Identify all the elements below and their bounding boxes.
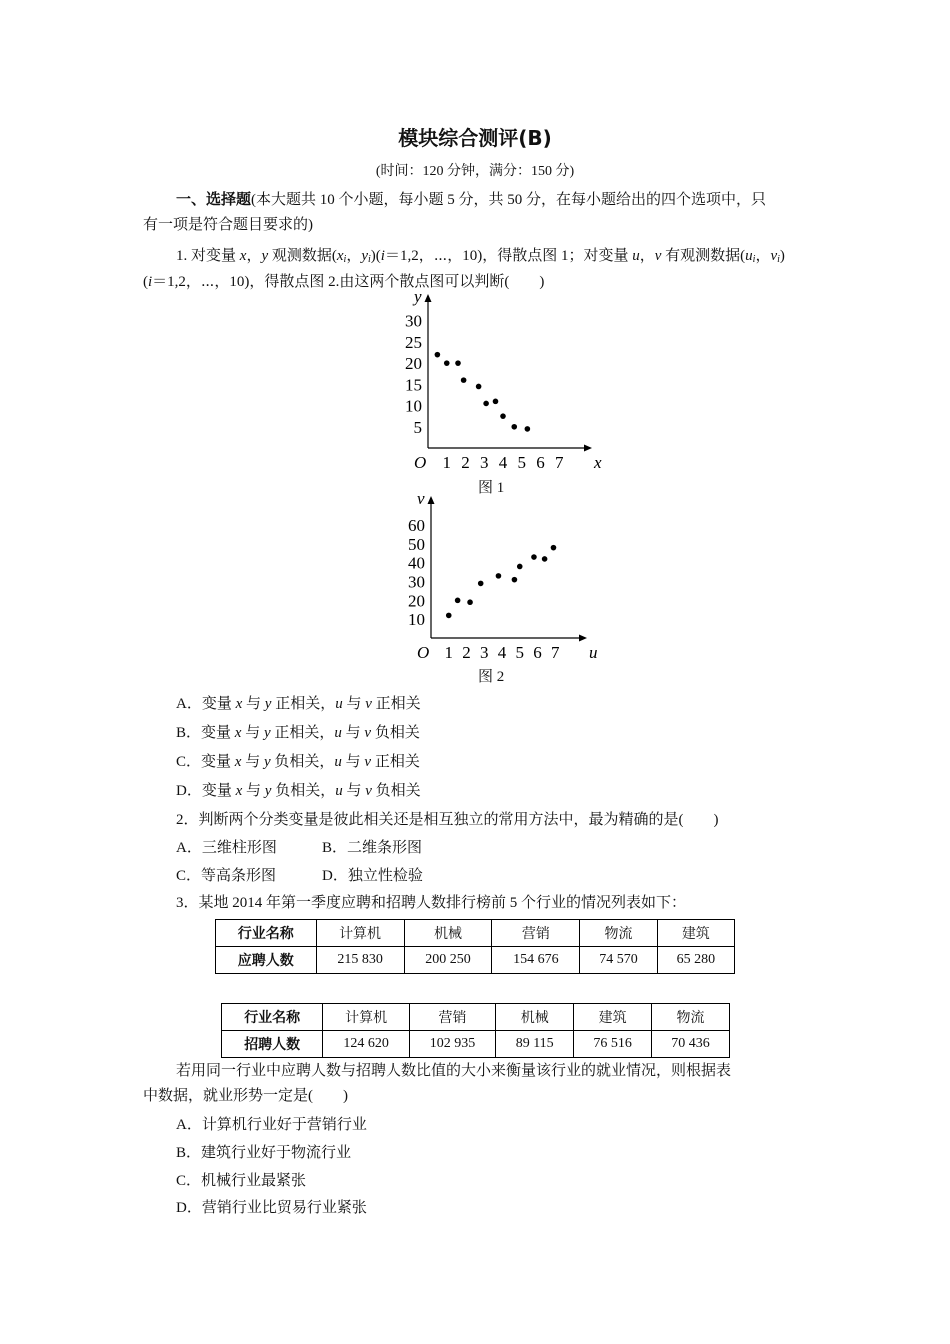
data-point xyxy=(435,352,441,358)
y-tick-label: 20 xyxy=(405,354,422,374)
opt-text: 负相关 xyxy=(371,783,421,799)
x-axis-arrow xyxy=(584,445,592,452)
opt-text: 与 xyxy=(341,725,365,741)
fig1-plot xyxy=(405,287,602,472)
section1-desc1: (本大题共 10 个小题，每小题 5 分，共 50 分，在每小题给出的四个选项中，只 xyxy=(251,192,767,208)
opt-var: y xyxy=(263,754,271,770)
q1-var: x xyxy=(239,248,247,264)
table-cell: 行业名称 xyxy=(216,920,317,947)
data-point xyxy=(512,577,518,583)
y-axis-label: y xyxy=(414,287,422,306)
y-tick-label: 20 xyxy=(408,591,425,611)
table-cell: 154 676 xyxy=(492,947,580,974)
y-tick-label: 15 xyxy=(405,375,422,395)
data-point xyxy=(476,384,482,390)
q1-text: ， xyxy=(246,248,262,264)
q1-var: y xyxy=(261,248,269,264)
q1-text: ， xyxy=(755,248,771,264)
data-point xyxy=(493,399,499,405)
opt-text: C．变量 xyxy=(176,754,235,770)
recruits-table xyxy=(221,1003,730,1058)
y-tick-label: 25 xyxy=(405,332,422,352)
table-cell: 应聘人数 xyxy=(216,947,317,974)
x-tick-label: 4 xyxy=(498,453,508,472)
x-tick-label: 5 xyxy=(515,643,524,662)
data-point xyxy=(455,598,461,604)
table-row xyxy=(216,947,735,974)
q1-text: ＝1,2，⋯，10)，得散点图 1；对变量 xyxy=(384,248,633,264)
opt-var: v xyxy=(365,783,372,799)
table-cell: 建筑 xyxy=(657,920,734,947)
y-axis-arrow xyxy=(428,496,435,504)
table-cell: 65 280 xyxy=(657,947,734,974)
table-cell: 计算机 xyxy=(316,920,404,947)
y-tick-label: 60 xyxy=(408,516,425,536)
data-point xyxy=(511,424,517,430)
opt-var: u xyxy=(335,696,343,712)
q1-var: x xyxy=(336,248,344,264)
table-cell: 102 935 xyxy=(409,1031,495,1058)
opt-var: y xyxy=(263,725,271,741)
y-axis-arrow xyxy=(425,294,432,302)
fig1-caption: 图 1 xyxy=(478,480,505,496)
opt-var: x xyxy=(234,725,242,741)
table-row xyxy=(216,920,735,947)
y-tick-label: 50 xyxy=(408,534,425,554)
q1-var: v xyxy=(654,248,662,264)
y-tick-label: 40 xyxy=(408,553,425,573)
opt-var: v xyxy=(364,725,372,741)
data-point xyxy=(500,413,506,419)
table-cell: 215 830 xyxy=(316,947,404,974)
section1-line1 xyxy=(176,186,766,213)
data-point xyxy=(461,377,467,383)
section1-desc2: 有一项是符合题目要求的) xyxy=(143,217,313,233)
x-tick-label: 4 xyxy=(497,643,507,662)
origin-label: O xyxy=(414,453,427,472)
opt-text: B．变量 xyxy=(176,725,235,741)
opt-text: 与 xyxy=(342,696,366,712)
data-point xyxy=(455,360,461,366)
q3-text-line2: 中数据，就业形势一定是( ) xyxy=(143,1088,348,1104)
q1-sub: i xyxy=(752,254,756,265)
opt-var: x xyxy=(235,783,243,799)
opt-var: y xyxy=(264,783,272,799)
x-tick-label: 6 xyxy=(533,643,542,662)
x-tick-label: 2 xyxy=(461,453,470,472)
table-cell: 机械 xyxy=(496,1004,574,1031)
table-row xyxy=(222,1004,730,1031)
q1-text: )( xyxy=(370,248,381,264)
q2-option-c[interactable]: C．等高条形图 xyxy=(176,868,277,884)
table-cell: 76 516 xyxy=(574,1031,652,1058)
q3-stem: 3．某地 2014 年第一季度应聘和招聘人数排行榜前 5 个行业的情况列表如下： xyxy=(176,895,687,911)
q1-text: 有观测数据( xyxy=(661,248,746,264)
q2-stem: 2．判断两个分类变量是彼此相关还是相互独立的常用方法中，最为精确的是( ) xyxy=(176,812,719,828)
y-axis-label: v xyxy=(417,489,425,508)
table-cell: 行业名称 xyxy=(222,1004,323,1031)
q3-option-a[interactable]: A．计算机行业好于营销行业 xyxy=(176,1117,367,1133)
data-point xyxy=(444,360,450,366)
opt-text: 正相关， xyxy=(271,696,336,712)
table-cell: 89 115 xyxy=(496,1031,574,1058)
table-cell: 招聘人数 xyxy=(222,1031,323,1058)
data-point xyxy=(517,564,523,570)
q1-sub: i xyxy=(368,254,371,265)
table-cell: 124 620 xyxy=(323,1031,409,1058)
data-point xyxy=(446,613,452,619)
data-point xyxy=(551,545,557,551)
q1-var: i xyxy=(380,248,385,264)
opt-text: D．变量 xyxy=(176,783,236,799)
fig2-plot xyxy=(408,489,598,662)
q1-text: 观测数据( xyxy=(268,248,337,264)
opt-text: A．变量 xyxy=(176,696,236,712)
y-tick-label: 5 xyxy=(413,417,422,437)
opt-var: x xyxy=(234,754,242,770)
x-tick-label: 5 xyxy=(517,453,526,472)
q1-sub: i xyxy=(777,254,780,265)
opt-var: x xyxy=(235,696,243,712)
x-tick-label: 1 xyxy=(442,453,451,472)
table-cell: 200 250 xyxy=(404,947,492,974)
q3-option-b[interactable]: B．建筑行业好于物流行业 xyxy=(176,1145,352,1161)
table-cell: 营销 xyxy=(409,1004,495,1031)
q1-var: v xyxy=(770,248,778,264)
opt-text: 与 xyxy=(241,754,264,770)
table-cell: 74 570 xyxy=(580,947,657,974)
q1-text: ( xyxy=(143,274,148,290)
scatter-chart-1 xyxy=(395,287,602,474)
opt-var: u xyxy=(335,783,343,799)
x-tick-label: 3 xyxy=(480,643,489,662)
q1-line2 xyxy=(143,269,544,295)
y-tick-label: 30 xyxy=(405,311,422,331)
opt-text: 与 xyxy=(242,696,265,712)
x-tick-label: 6 xyxy=(536,453,545,472)
y-tick-label: 10 xyxy=(405,396,422,416)
opt-text: 与 xyxy=(342,783,366,799)
q1-text: ， xyxy=(639,248,655,264)
table-cell: 70 436 xyxy=(652,1031,730,1058)
applicants-table xyxy=(215,919,735,974)
q2-option-a[interactable]: A．三维柱形图 xyxy=(176,840,277,856)
opt-text: 与 xyxy=(341,754,365,770)
q3-option-c[interactable]: C．机械行业最紧张 xyxy=(176,1173,307,1189)
opt-var: u xyxy=(334,725,342,741)
opt-var: y xyxy=(264,696,272,712)
q1-option-b[interactable] xyxy=(176,720,420,746)
x-axis-arrow xyxy=(579,635,587,642)
opt-var: u xyxy=(334,754,342,770)
table-cell: 建筑 xyxy=(574,1004,652,1031)
x-tick-label: 3 xyxy=(480,453,489,472)
q1-text: ， xyxy=(346,248,362,264)
q1-var: u xyxy=(745,248,753,264)
opt-var: v xyxy=(364,754,372,770)
x-axis-label: x xyxy=(594,453,602,472)
q1-var: i xyxy=(148,274,153,290)
opt-text: 负相关， xyxy=(271,783,336,799)
q3-text-line1: 若用同一行业中应聘人数与招聘人数比值的大小来衡量该行业的就业情况，则根据表 xyxy=(176,1063,732,1079)
section1-heading: 一、选择题 xyxy=(176,190,252,208)
page-title: 模块综合测评(B) xyxy=(398,126,552,150)
x-axis-label: u xyxy=(589,643,598,662)
data-point xyxy=(525,426,531,432)
x-tick-label: 2 xyxy=(462,643,471,662)
q1-text: ) xyxy=(779,248,785,264)
q1-text: 1. 对变量 xyxy=(176,248,240,264)
opt-text: 负相关 xyxy=(371,725,420,741)
data-point xyxy=(478,581,484,587)
table-cell: 机械 xyxy=(404,920,492,947)
scatter-chart-2 xyxy=(395,489,598,664)
q1-option-d[interactable] xyxy=(176,778,421,804)
data-point xyxy=(483,401,489,407)
table-cell: 营销 xyxy=(492,920,580,947)
data-point xyxy=(467,599,473,605)
q1-text: ＝1,2，⋯，10)，得散点图 2.由这两个散点图可以判断( ) xyxy=(152,274,545,290)
table-cell: 计算机 xyxy=(323,1004,409,1031)
x-tick-label: 1 xyxy=(444,643,453,662)
origin-label: O xyxy=(417,643,430,662)
y-tick-label: 10 xyxy=(408,610,425,630)
x-tick-label: 7 xyxy=(555,453,564,472)
page-subtitle: (时间：120 分钟，满分：150 分) xyxy=(375,164,575,179)
opt-text: 与 xyxy=(241,725,264,741)
x-tick-label: 7 xyxy=(551,643,560,662)
q1-option-a[interactable] xyxy=(176,691,421,717)
table-row xyxy=(222,1031,730,1058)
opt-var: v xyxy=(365,696,372,712)
q2-option-d[interactable]: D．独立性检验 xyxy=(322,868,423,884)
table-cell: 物流 xyxy=(580,920,657,947)
table-cell: 物流 xyxy=(652,1004,730,1031)
q1-var: u xyxy=(632,248,640,264)
opt-text: 负相关， xyxy=(270,754,335,770)
q3-option-d[interactable]: D．营销行业比贸易行业紧张 xyxy=(176,1200,367,1216)
data-point xyxy=(542,556,548,562)
data-point xyxy=(496,573,502,579)
opt-text: 与 xyxy=(242,783,265,799)
y-tick-label: 30 xyxy=(408,572,425,592)
q1-option-c[interactable] xyxy=(176,749,420,775)
fig2-caption: 图 2 xyxy=(478,669,505,685)
opt-text: 正相关 xyxy=(371,754,420,770)
q1-sub: i xyxy=(343,254,347,265)
opt-text: 正相关， xyxy=(270,725,335,741)
data-point xyxy=(531,554,537,560)
opt-text: 正相关 xyxy=(371,696,421,712)
q2-option-b[interactable]: B．二维条形图 xyxy=(322,840,423,856)
q1-var: y xyxy=(361,248,369,264)
